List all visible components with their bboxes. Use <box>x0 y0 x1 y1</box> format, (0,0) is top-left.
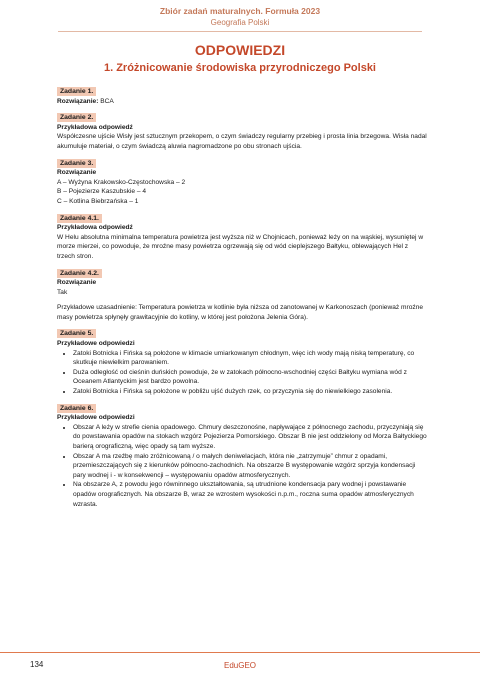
answer-label: Przykładowe odpowiedzi <box>57 414 135 422</box>
task-2 <box>57 113 427 151</box>
task-4-1 <box>57 214 427 262</box>
running-header <box>0 6 480 28</box>
task-5 <box>57 329 427 396</box>
answer-label: Rozwiązanie: <box>57 97 99 105</box>
task-3 <box>57 159 427 207</box>
section-title: 1. Zróżnicowanie środowiska przyrodniczego Polski <box>103 62 376 74</box>
answer-label: Przykładowa odpowiedź <box>57 224 133 232</box>
answers-content <box>57 87 427 516</box>
task-answer-line <box>57 97 427 107</box>
task-1 <box>57 87 427 106</box>
task-6 <box>57 404 427 510</box>
answer-list <box>57 423 427 509</box>
task-tag: Zadanie 5. <box>57 329 96 338</box>
list-item: • Zatoki Botnicka i Fińska są położone w klimacie umiarkowanym chłodnym, więc ich wody mają niską temperaturę, co skutkuje niewielkim parowaniem. <box>73 349 427 368</box>
page-number: 134 <box>30 660 44 669</box>
list-item: • Zatoki Botnicka i Fińska są położone w pobliżu ujść dużych rzek, co przyczynia się do niewielkiego zasolenia. <box>73 387 427 397</box>
list-item: • Duża odległość od cieśnin duńskich powoduje, że w zatokach północno-wschodniej części Bałtyku wymiana wód z Oceanem Atlantyckim jest bardzo powolna. <box>73 368 427 387</box>
answer-text: W Helu absolutna minimalna temperatura powietrza jest wyższa niż w Chojnicach, ponieważ leży on na wąskiej, wysuniętej w morze mierzei, co powoduje, że mroźne masy powietrza ogrzewają się od wód cieplejszego Bałtyku, oblewających Hel z trzech stron. <box>57 233 424 260</box>
list-item: • Obszar A ma rzeźbę mało zróżnicowaną / o małych deniwelacjach, która nie „zatrzymuje” chmur z opadami, przemieszczających się z kierunków północno-zachodnich. Na obszarze B występowanie wzgórz sprzyja kondensacji pary wodnej i - w konsekwencji – występowaniu opadów atmosferycznych. <box>73 452 427 481</box>
book-title: Zbiór zadań maturalnych. Formuła 2023 <box>159 6 321 16</box>
answer-label: Rozwiązanie <box>57 169 97 177</box>
footer-divider <box>0 652 480 653</box>
task-tag: Zadanie 2. <box>57 113 96 122</box>
answer-justification: Przykładowe uzasadnienie: Temperatura powietrza w kotlinie była niższa od zanotowanej w Karkonoszach (ponieważ mroźne masy powietrza spłynęły grawitacyjnie do kotliny, w której jest położona Jelenia Góra). <box>57 304 424 321</box>
list-item: • Obszar A leży w strefie cienia opadowego. Chmury deszczonośne, napływające z północnego zachodu, przyczyniają się do powstawania opadów na stokach wzgórz Pojezierza Pomorskiego. Obszar B nie jest oddzielony od Morza Bałtyckiego barierą orograficzną, więc opady są tam wyższe. <box>73 423 427 452</box>
answer-line: B – Pojezierze Kaszubskie – 4 <box>57 188 147 196</box>
list-item: • Na obszarze A, z powodu jego równinnego ukształtowania, są utrudnione kondensacja pary wodnej i powstawanie opadów orograficznych. Na obszarze B, wraz ze wzrostem wysokości n.p.m., roczna suma opadów atmosferycznych wzrasta. <box>73 480 427 509</box>
task-tag: Zadanie 4.1. <box>57 214 102 223</box>
book-subtitle: Geografia Polski <box>210 18 270 27</box>
answer-line: A – Wyżyna Krakowsko-Częstochowska – 2 <box>57 178 186 186</box>
task-tag: Zadanie 1. <box>57 87 96 96</box>
answer-value: BCA <box>98 97 114 105</box>
answer-list <box>57 349 427 397</box>
answer-line: C – Kotlina Biebrzańska – 1 <box>57 197 139 205</box>
answer-value: Tak <box>57 288 68 296</box>
task-4-2 <box>57 269 427 323</box>
answer-text: Współczesne ujście Wisły jest sztucznym przekopem, o czym świadczy regularny przebieg i prosta linia brzegowa. Wisła nadal akumuluje materiał, o czym świadczą aluwia nagromadzone po obu stronach ujścia. <box>57 133 427 150</box>
header-divider <box>58 31 422 32</box>
task-tag: Zadanie 4.2. <box>57 269 102 278</box>
answer-label: Rozwiązanie <box>57 279 97 287</box>
task-tag: Zadanie 6. <box>57 404 96 413</box>
answer-label: Przykładowe odpowiedzi <box>57 340 135 348</box>
main-title: ODPOWIEDZI <box>194 42 286 58</box>
task-tag: Zadanie 3. <box>57 159 96 168</box>
answer-label: Przykładowa odpowiedź <box>57 123 133 131</box>
publisher-name: EduGEO <box>223 661 256 670</box>
